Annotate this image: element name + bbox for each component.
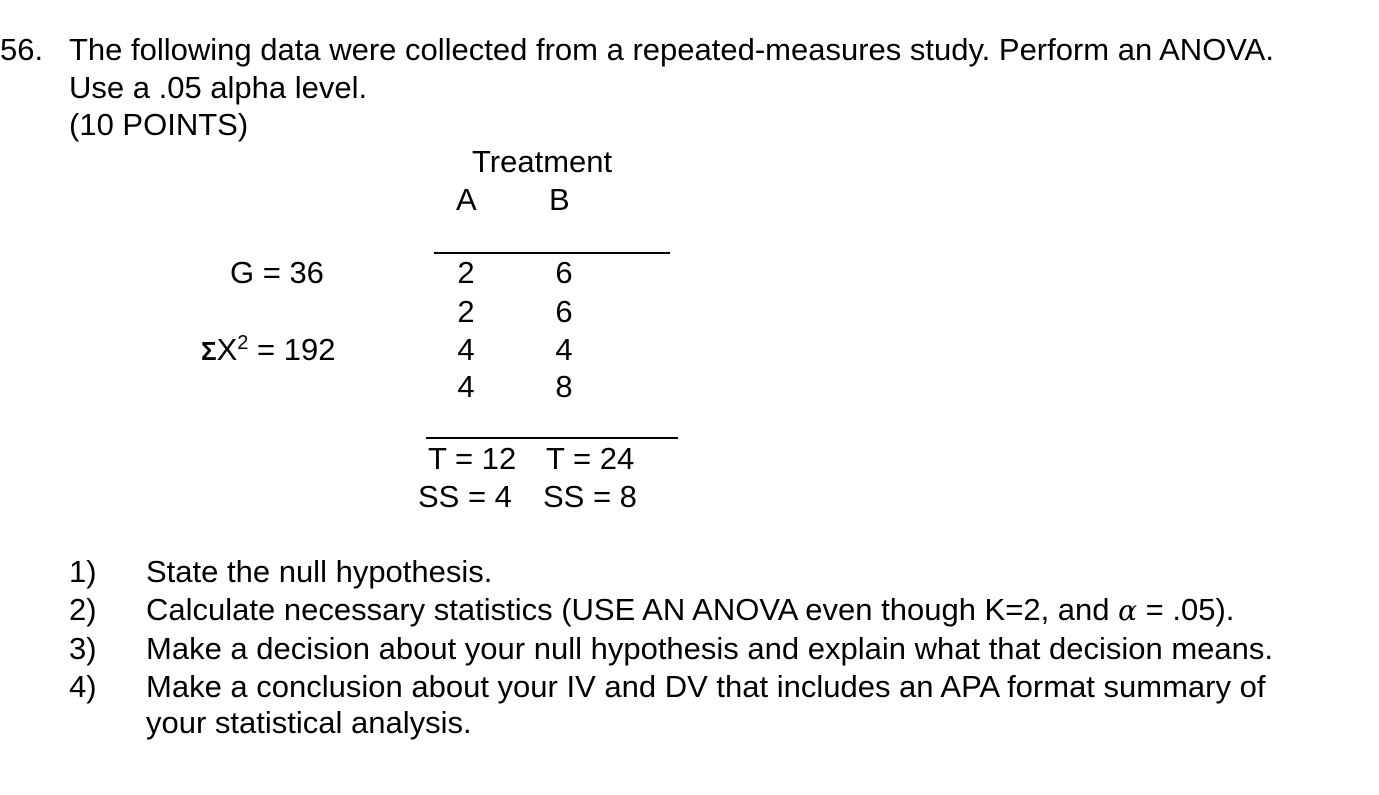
table-cell-a3: 4 [457, 332, 475, 367]
table-cell-b4: 8 [555, 369, 573, 404]
table-bottom-rule [426, 437, 678, 439]
task-number-3: 3) [69, 631, 97, 666]
task-text-4-continued: your statistical analysis. [146, 705, 472, 740]
question-number: 56. [0, 32, 44, 67]
task-text-2 [146, 592, 1234, 629]
task-number-4: 4) [69, 669, 97, 704]
task-text-2-before: Calculate necessary statistics (USE AN ANOVA even though K=2, and [146, 592, 1119, 627]
table-cell-a2: 2 [457, 294, 475, 329]
sum-of-squares-stat [201, 332, 335, 369]
task-number-2: 2) [69, 592, 97, 627]
ss-a: SS = 4 [418, 479, 512, 514]
task-text-4: Make a conclusion about your IV and DV that includes an APA format summary of [146, 669, 1266, 704]
grand-total-stat: G = 36 [230, 255, 324, 290]
table-top-rule [434, 252, 670, 254]
question-prompt-line1: The following data were collected from a repeated-measures study. Perform an ANOVA. [69, 32, 1274, 67]
task-number-1: 1) [69, 554, 97, 589]
table-cell-a4: 4 [457, 369, 475, 404]
sumsq-exponent: 2 [237, 332, 249, 354]
alpha-symbol: α [1118, 594, 1138, 627]
total-b: T = 24 [546, 441, 635, 476]
total-a: T = 12 [428, 441, 517, 476]
table-cell-b1: 6 [555, 255, 573, 290]
question-prompt-line2: Use a .05 alpha level. [69, 70, 368, 105]
question-points: (10 POINTS) [69, 107, 249, 142]
table-cell-a1: 2 [457, 255, 475, 290]
column-a-header: A [456, 182, 477, 217]
column-b-header: B [549, 182, 570, 217]
sumsq-variable: X [216, 332, 238, 367]
table-cell-b3: 4 [555, 332, 573, 367]
ss-b: SS = 8 [543, 479, 637, 514]
task-text-3: Make a decision about your null hypothesis and explain what that decision means. [146, 631, 1274, 666]
task-text-1: State the null hypothesis. [146, 554, 493, 589]
sumsq-value: = 192 [248, 332, 336, 367]
sigma-symbol: Σ [201, 336, 217, 366]
treatment-header: Treatment [472, 144, 613, 179]
table-cell-b2: 6 [555, 294, 573, 329]
task-text-2-after: = .05). [1137, 592, 1235, 627]
